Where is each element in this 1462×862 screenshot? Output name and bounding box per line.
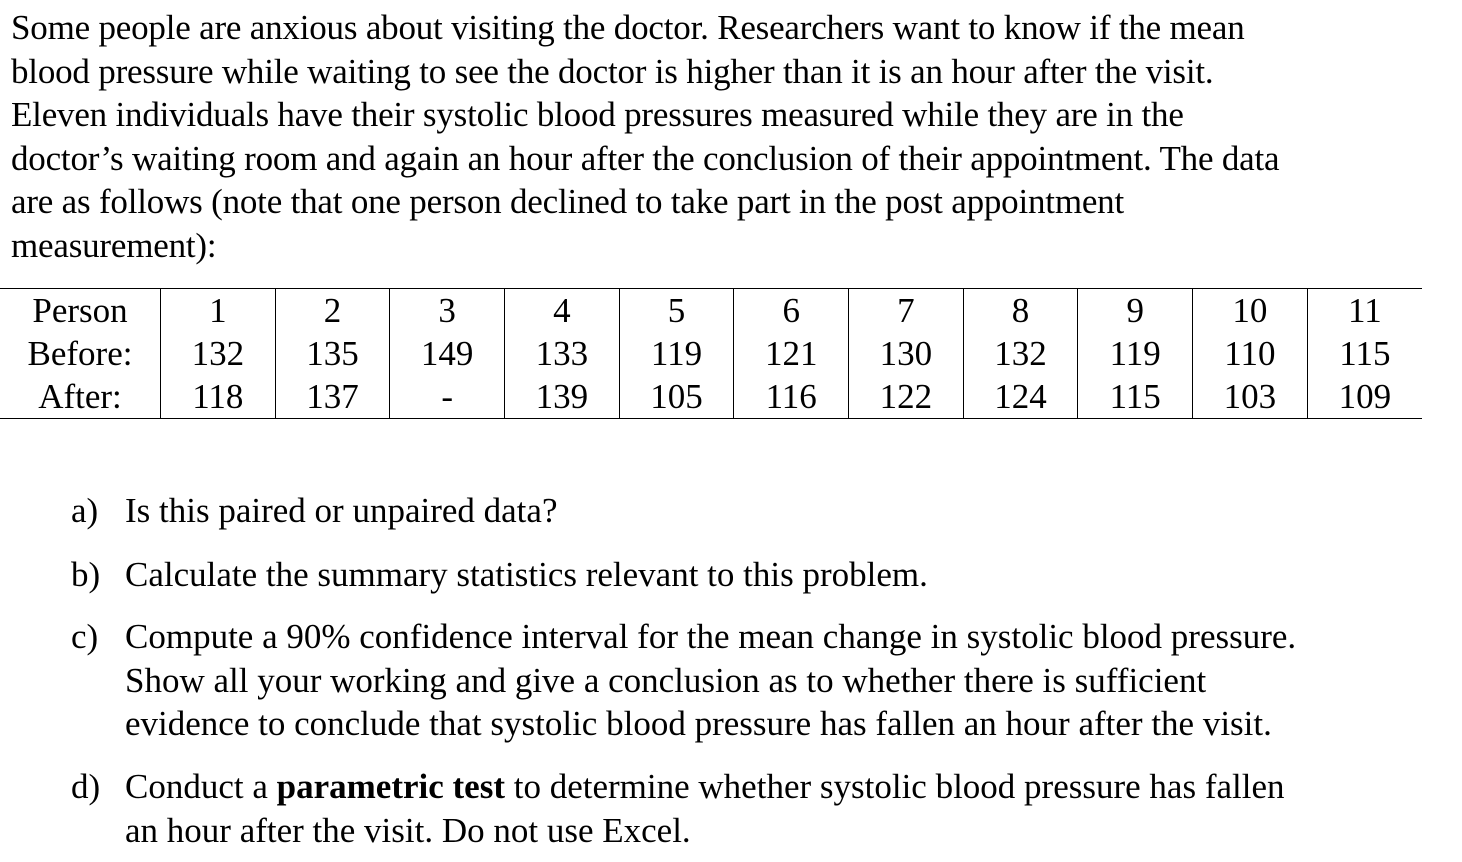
table-cell: 118: [161, 375, 276, 419]
question-letter: c): [71, 617, 99, 656]
table-cell: 1: [161, 289, 276, 333]
intro-line: doctor’s waiting room and again an hour after the conclusion of their appointment. The data: [11, 138, 1280, 178]
question-text: [125, 765, 1285, 852]
table-cell: 133: [505, 332, 620, 375]
table-cell: 11: [1307, 289, 1422, 333]
question-text-segment: to determine whether systolic blood pressure has fallen: [505, 767, 1285, 806]
intro-line: measurement):: [11, 225, 217, 265]
table-cell: 121: [734, 332, 849, 375]
table-cell: 3: [390, 289, 505, 333]
table-cell: 10: [1193, 289, 1308, 333]
table-cell: 116: [734, 375, 849, 419]
table-body: [0, 289, 1422, 419]
question-line: evidence to conclude that systolic blood pressure has fallen an hour after the visit.: [125, 704, 1272, 744]
question-line: [125, 765, 1285, 809]
before-row: [0, 332, 1422, 375]
table-cell: 110: [1193, 332, 1308, 375]
table-cell: 6: [734, 289, 849, 333]
table-cell: 139: [505, 375, 620, 419]
question-line: Is this paired or unpaired data?: [125, 491, 558, 530]
table-cell: 109: [1307, 375, 1422, 419]
table-cell: 5: [619, 289, 734, 333]
question-line: Compute a 90% confidence interval for the mean change in systolic blood pressure.: [125, 617, 1297, 656]
intro-line: Some people are anxious about visiting the doctor. Researchers want to know if the mean: [11, 8, 1245, 47]
table-cell: 132: [963, 332, 1078, 375]
table-cell: 135: [275, 332, 390, 375]
question-line: Calculate the summary statistics relevant to this problem.: [125, 555, 928, 594]
question-letter: b): [71, 555, 101, 594]
table-cell: 115: [1307, 332, 1422, 375]
table-cell: 132: [161, 332, 276, 375]
question-text: [125, 553, 928, 597]
table-cell: 115: [1078, 375, 1193, 419]
table-cell: 119: [1078, 332, 1193, 375]
intro-paragraph: [11, 6, 1451, 268]
question-text: [125, 489, 557, 533]
table-cell: 124: [963, 375, 1078, 419]
after-row: [0, 375, 1422, 419]
blood-pressure-table: [0, 288, 1422, 419]
table-cell: 4: [505, 289, 620, 333]
intro-line: Eleven individuals have their systolic blood pressures measured while they are in the: [11, 95, 1184, 135]
person-row: [0, 289, 1422, 333]
table-cell: 9: [1078, 289, 1193, 333]
row-label: Before:: [27, 334, 133, 373]
question-letter: a): [71, 491, 99, 530]
row-label: Person: [0, 289, 161, 333]
emphasis-parametric-test: parametric test: [276, 767, 505, 806]
intro-line: are as follows (note that one person declined to take part in the post appointment: [11, 182, 1124, 222]
table-cell: 122: [849, 375, 964, 419]
question-letter: d): [71, 767, 101, 806]
row-label: After:: [0, 375, 161, 419]
question-line: Show all your working and give a conclusion as to whether there is sufficient: [125, 660, 1207, 700]
question-text: [125, 615, 1296, 746]
table-cell: 7: [849, 289, 964, 333]
question-line: an hour after the visit. Do not use Excel.: [125, 810, 691, 850]
table-cell: 103: [1193, 375, 1308, 419]
table-cell: 119: [619, 332, 734, 375]
table-cell: 2: [275, 289, 390, 333]
table-cell: 137: [275, 375, 390, 419]
question-text-segment: Conduct a: [125, 767, 277, 806]
table-cell: 105: [619, 375, 734, 419]
table-cell: 8: [963, 289, 1078, 333]
table-cell: -: [390, 375, 505, 419]
table-cell: 130: [849, 332, 964, 375]
intro-line: blood pressure while waiting to see the doctor is higher than it is an hour after the visit.: [11, 51, 1214, 91]
table-cell: 149: [390, 332, 505, 375]
